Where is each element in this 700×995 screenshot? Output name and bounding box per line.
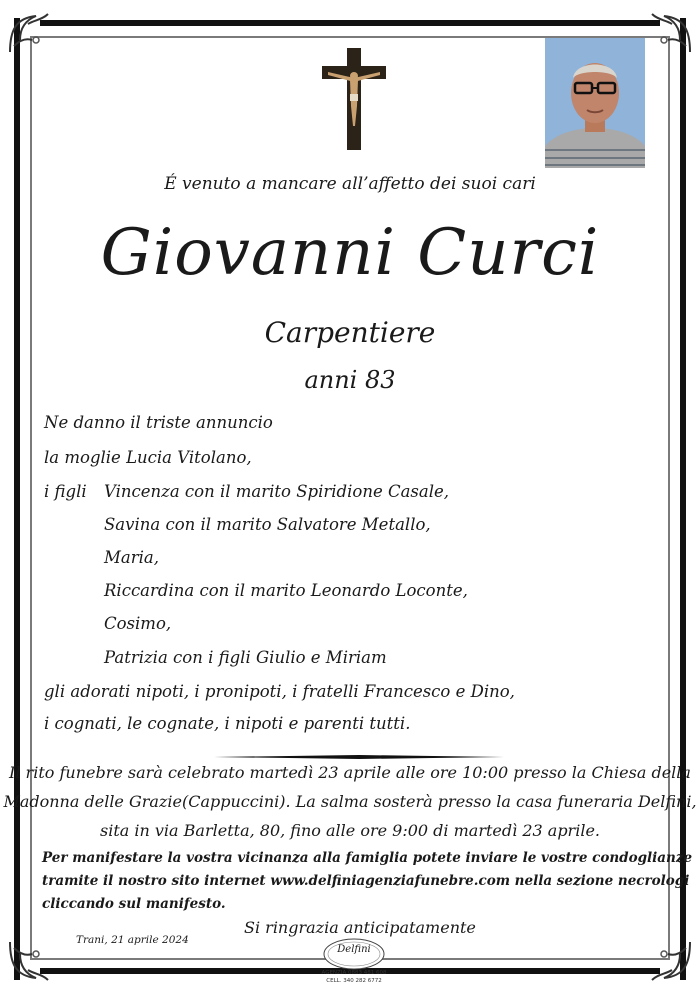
section-divider [214, 744, 504, 748]
deceased-name: Giovanni Curci [100, 216, 600, 290]
corner-ornament-bottom-right-icon [648, 938, 694, 984]
agency-cell: CELL. 340 282 6772 [326, 978, 382, 984]
funeral-details-line: Il rito funebre sarà celebrato martedì 23 aprile alle ore 10:00 presso la Chiesa della [9, 763, 691, 782]
portrait-photo [545, 38, 645, 168]
thanks-text: Si ringrazia anticipatamente [244, 918, 476, 937]
crucifix-icon [320, 46, 388, 152]
corner-ornament-top-left-icon [6, 10, 52, 56]
deceased-profession: Carpentiere [264, 316, 436, 349]
funeral-details-line: Madonna delle Grazie(Cappuccini). La salma sosterà presso la casa funeraria Delfini, [3, 792, 697, 811]
intro-text: É venuto a mancare all’affetto dei suoi cari [164, 174, 536, 194]
frame-top-rule [40, 20, 660, 26]
condolence-note-line: cliccando sul manifesto. [42, 896, 226, 912]
condolence-note-line: tramite il nostro sito internet www.delfiniagenziafunebre.com nella sezione necrologi [42, 873, 690, 889]
funeral-details-line: sita in via Barletta, 80, fino alle ore 9:00 di martedì 23 aprile. [100, 821, 600, 840]
corner-ornament-top-right-icon [648, 10, 694, 56]
agency-logo [312, 936, 396, 988]
announcement-opening: Ne danno il triste annuncio [44, 413, 273, 432]
child-line: Riccardina con il marito Leonardo Loconte, [104, 581, 468, 600]
child-line: Cosimo, [104, 614, 172, 633]
place-date: Trani, 21 aprile 2024 [76, 934, 189, 946]
condolence-note-line: Per manifestare la vostra vicinanza alla famiglia potete inviare le vostre condoglianze [42, 850, 693, 866]
deceased-age: anni 83 [304, 366, 396, 394]
child-line: Vincenza con il marito Spiridione Casale, [104, 482, 450, 501]
wife-line: la moglie Lucia Vitolano, [44, 448, 252, 467]
child-line: Patrizia con i figli Giulio e Miriam [104, 648, 387, 667]
agency-phone: AGENZIA 0883 481 608 [321, 970, 387, 976]
corner-ornament-bottom-left-icon [6, 938, 52, 984]
child-line: Maria, [104, 548, 159, 567]
child-line: Savina con il marito Salvatore Metallo, [104, 515, 431, 534]
relatives-line: gli adorati nipoti, i pronipoti, i fratelli Francesco e Dino, [44, 682, 515, 701]
relatives-line: i cognati, le cognate, i nipoti e parenti tutti. [44, 714, 411, 733]
agency-name: Delfini [337, 944, 371, 955]
children-label: i figli [44, 482, 87, 501]
